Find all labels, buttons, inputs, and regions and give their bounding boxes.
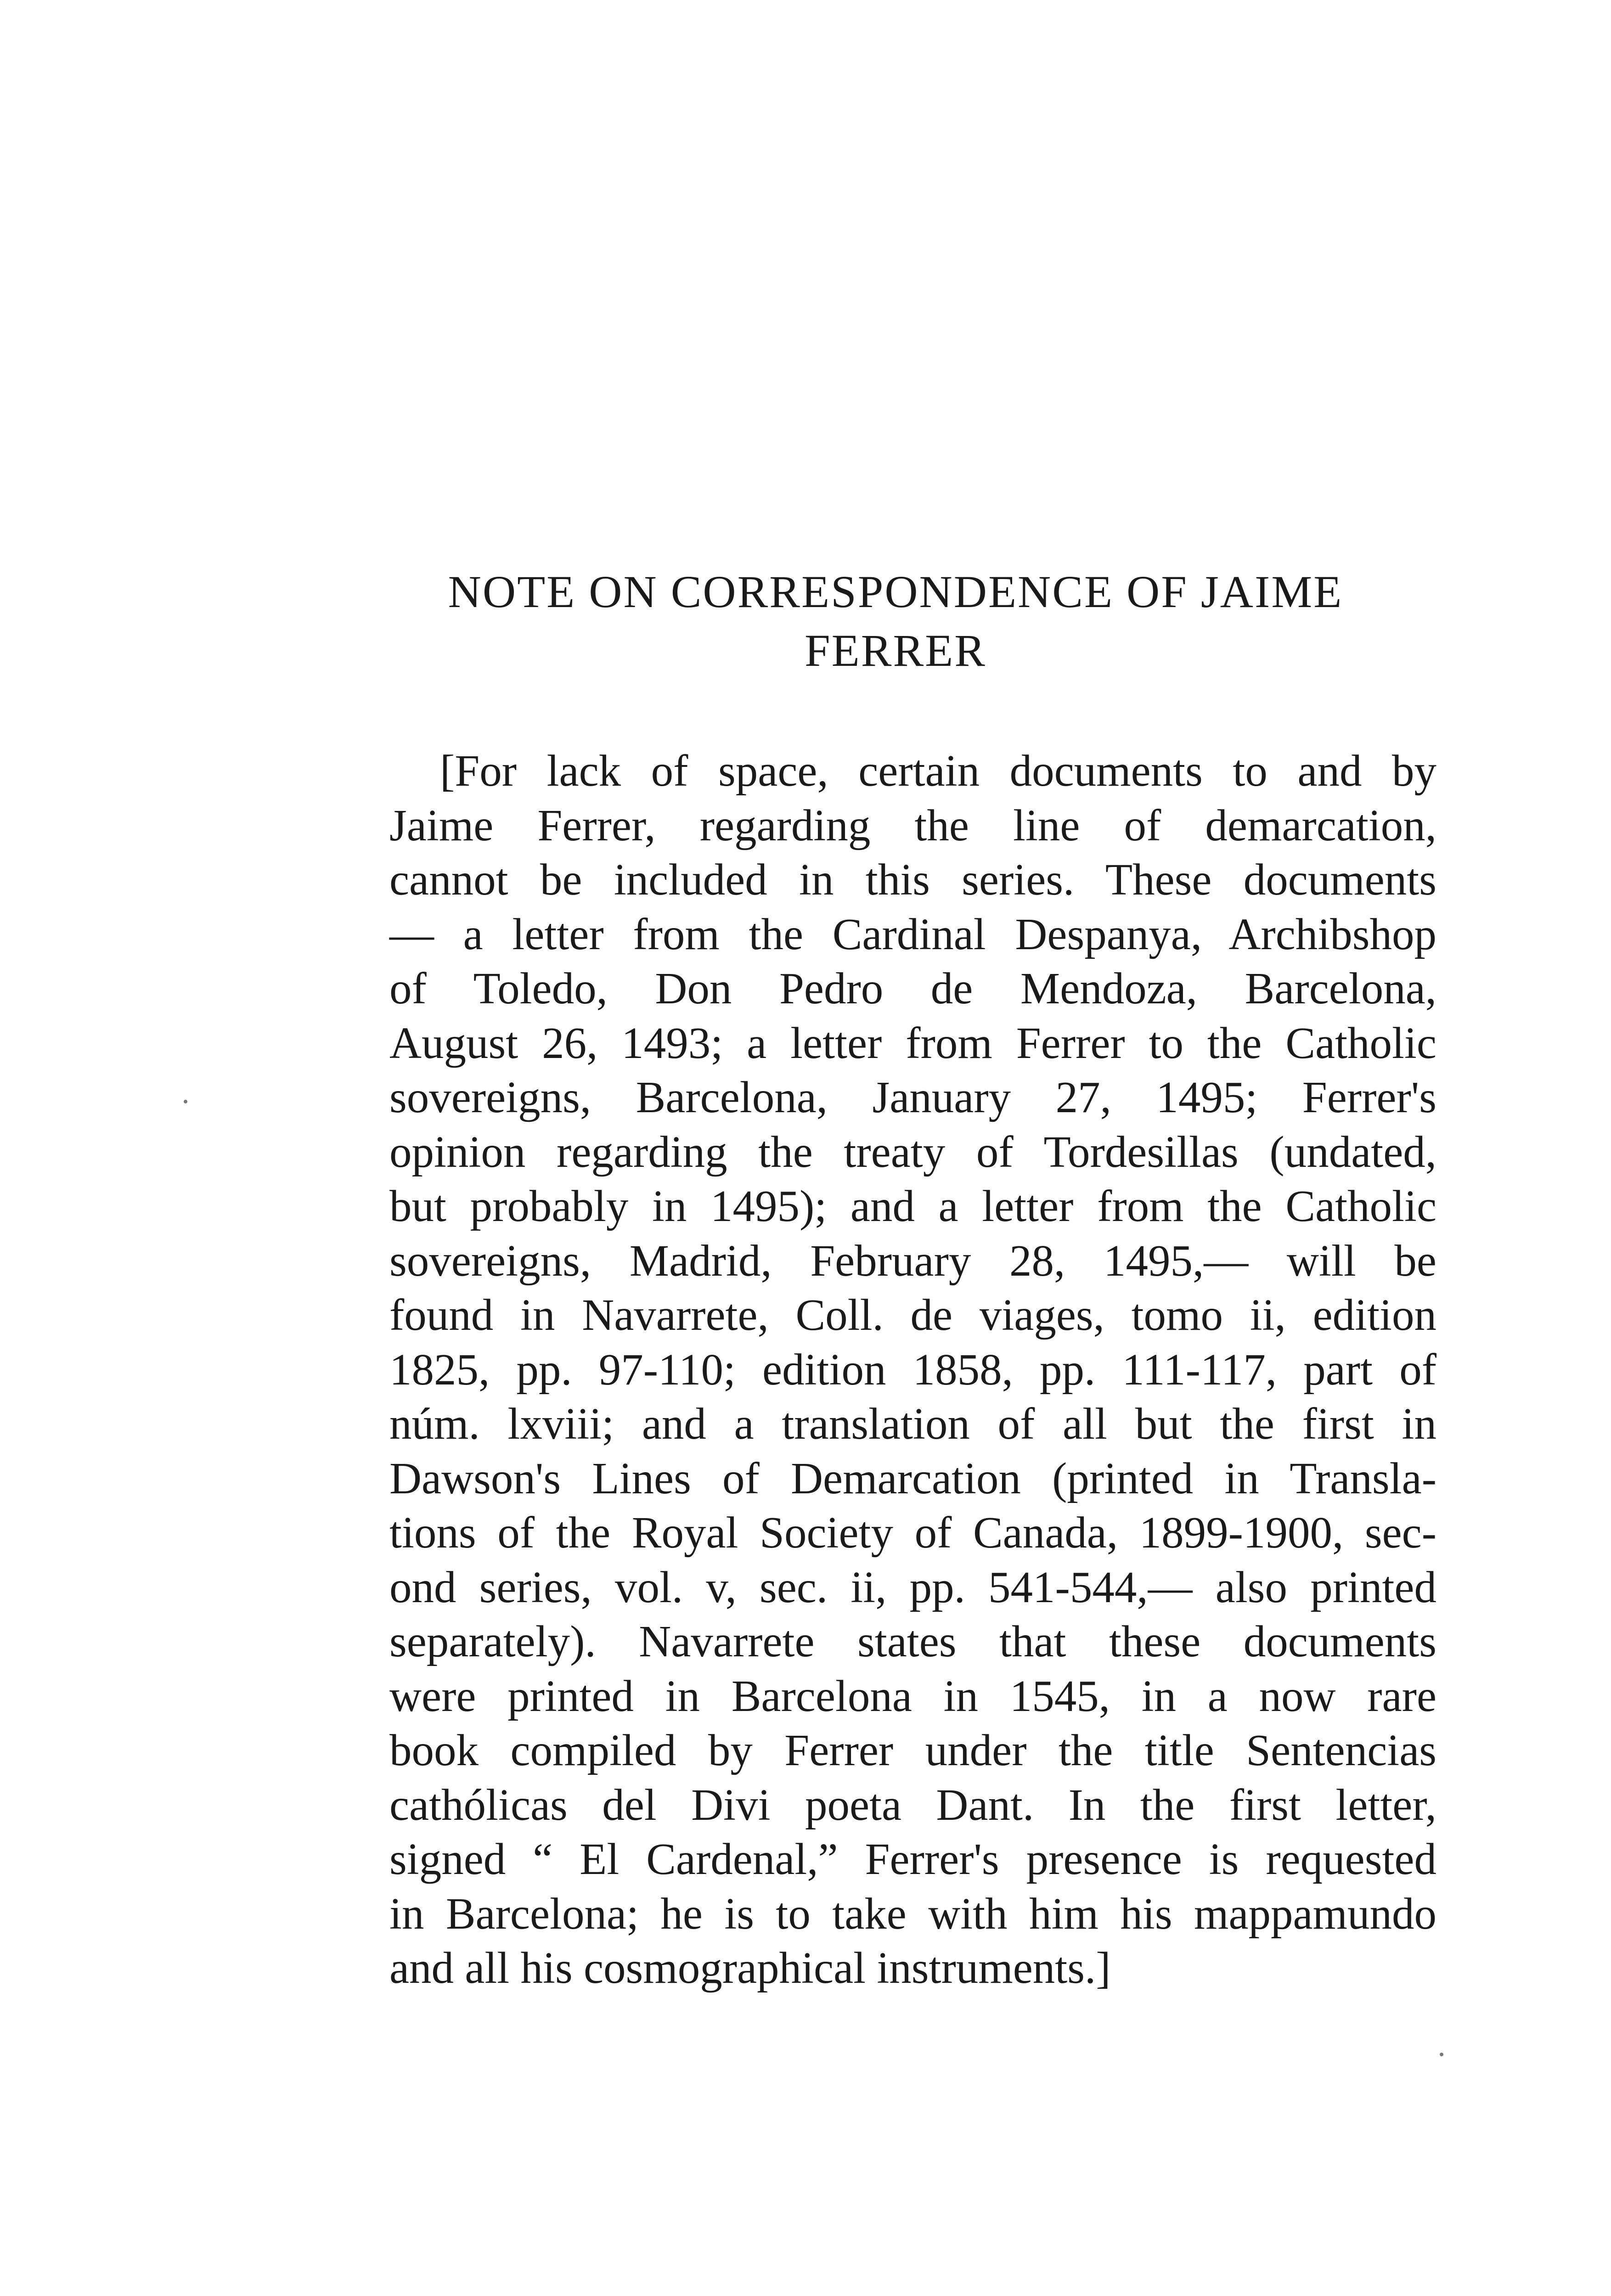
body-line: Jaime Ferrer, regarding the line of demarcation, <box>389 800 1436 850</box>
note-body <box>389 744 1436 1996</box>
body-line: of Toledo, Don Pedro de Mendoza, Barcelona, <box>389 964 1436 1013</box>
body-line: ond series, vol. v, sec. ii, pp. 541-544,— also printed <box>389 1562 1436 1612</box>
body-line: separately). Navarrete states that these documents <box>389 1617 1436 1666</box>
body-line: found in Navarrete, Coll. de viages, tomo ii, edition <box>389 1290 1436 1339</box>
body-line: cathólicas del Divi poeta Dant. In the first letter, <box>389 1780 1436 1829</box>
body-line: Dawson's Lines of Demarcation (printed in Transla- <box>389 1453 1436 1503</box>
margin-speck <box>1440 2053 1443 2056</box>
body-line: sovereigns, Madrid, February 28, 1495,— will be <box>389 1236 1436 1285</box>
body-line: [For lack of space, certain documents to and by <box>440 746 1436 795</box>
page-title <box>349 563 1442 680</box>
title-line-2: FERRER <box>805 625 986 676</box>
body-line: signed “ El Cardenal,” Ferrer's presence is requested <box>389 1835 1436 1884</box>
body-line: in Barcelona; he is to take with him his mappamundo <box>389 1889 1436 1938</box>
margin-speck <box>184 1100 187 1103</box>
body-line: sovereigns, Barcelona, January 27, 1495; Ferrer's <box>389 1073 1436 1122</box>
body-line: núm. lxviii; and a translation of all but the first in <box>389 1399 1436 1448</box>
body-line: opinion regarding the treaty of Tordesillas (undated, <box>389 1127 1436 1176</box>
body-line: August 26, 1493; a letter from Ferrer to the Catholic <box>389 1018 1436 1068</box>
body-line: book compiled by Ferrer under the title Sentencias <box>389 1726 1436 1775</box>
body-line: tions of the Royal Society of Canada, 1899-1900, sec- <box>389 1508 1436 1557</box>
body-line: — a letter from the Cardinal Despanya, Archibshop <box>389 909 1436 959</box>
body-line: 1825, pp. 97-110; edition 1858, pp. 111-117, part of <box>389 1345 1436 1394</box>
title-line-1: NOTE ON CORRESPONDENCE OF JAIME <box>448 566 1343 617</box>
body-line: and all his cosmographical instruments.] <box>389 1943 1111 1992</box>
body-line: were printed in Barcelona in 1545, in a now rare <box>389 1671 1436 1721</box>
body-line: cannot be included in this series. These documents <box>389 855 1436 904</box>
body-line: but probably in 1495); and a letter from the Catholic <box>389 1182 1436 1231</box>
